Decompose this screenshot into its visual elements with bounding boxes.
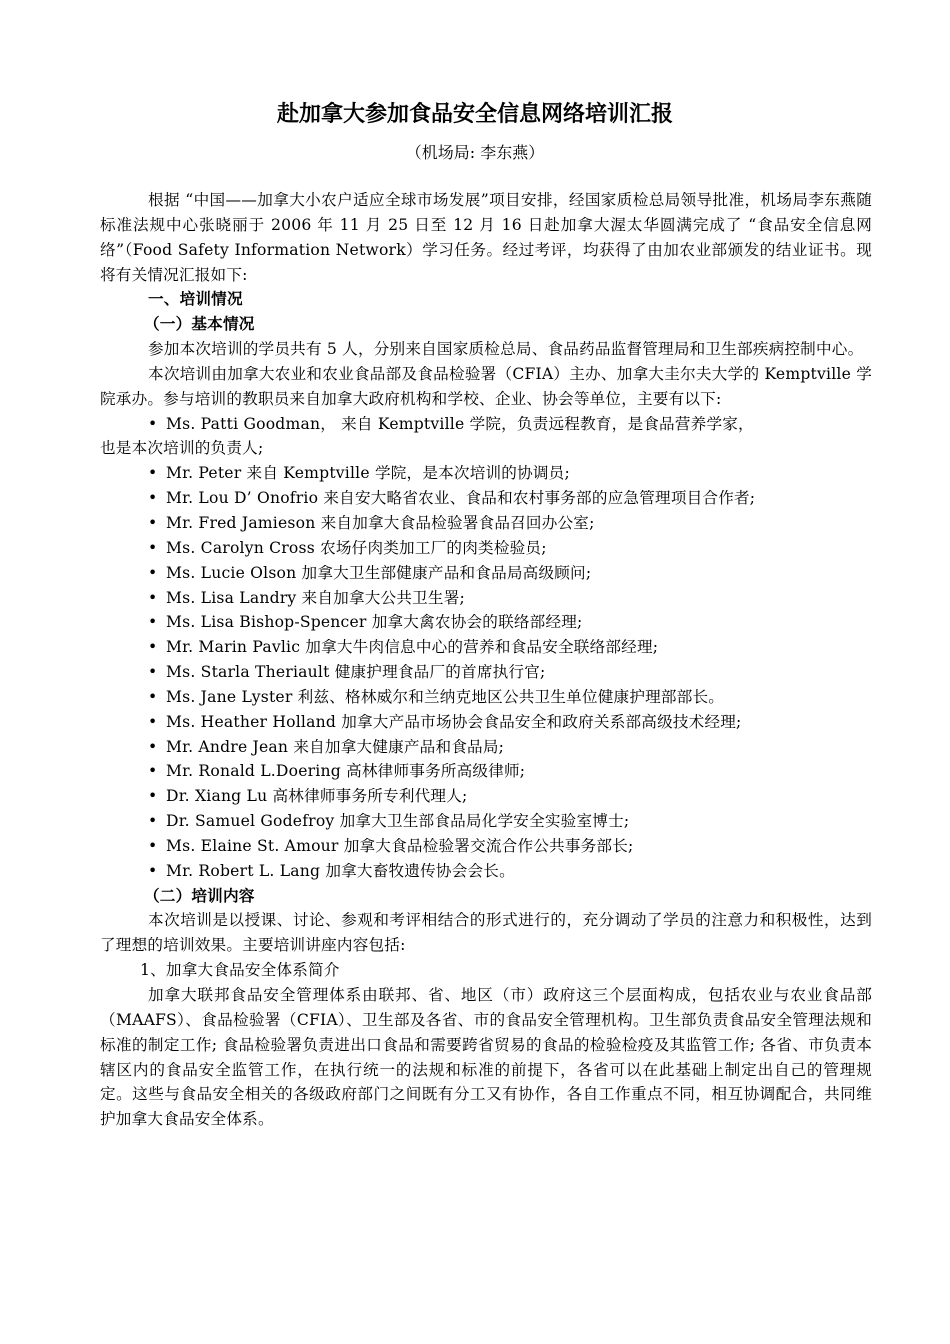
- bullet-icon: •: [148, 638, 158, 657]
- staff-item: • Mr. Marin Pavlic 加拿大牛肉信息中心的营养和食品安全联络部经理;: [100, 635, 872, 660]
- staff-item: • Mr. Robert L. Lang 加拿大畜牧遗传协会会长。: [100, 859, 872, 884]
- staff-list: [100, 412, 872, 884]
- staff-item: • Mr. Peter 来自 Kemptville 学院，是本次培训的协调员;: [100, 461, 872, 486]
- staff-item: • Ms. Heather Holland 加拿大产品市场协会食品安全和政府关系部高级技术经理;: [100, 710, 872, 735]
- document-title: 赴加拿大参加食品安全信息网络培训汇报: [276, 102, 673, 127]
- staff-item: • Mr. Andre Jean 来自加拿大健康产品和食品局;: [100, 735, 872, 760]
- staff-item: • Ms. Patti Goodman， 来自 Kemptville 学院，负责远程教育，是食品营养学家，: [100, 412, 872, 437]
- staff-item: • Ms. Starla Theriault 健康护理食品厂的首席执行官;: [100, 660, 872, 685]
- document-body: [100, 188, 872, 1132]
- document-subtitle: （机场局: 李东燕）: [405, 143, 545, 162]
- staff-item: • Ms. Carolyn Cross 农场仔肉类加工厂的肉类检验员;: [100, 536, 872, 561]
- organizer-paragraph: 本次培训由加拿大农业和农业食品部及食品检验署（CFIA）主办、加拿大圭尔夫大学的 Kemptville 学院承办。参与培训的教职员来自加拿大政府机构和学校、企业、协会等单位，主要有以下:: [100, 364, 872, 408]
- staff-item: • Dr. Samuel Godefroy 加拿大卫生部食品局化学安全实验室博士;: [100, 809, 872, 834]
- bullet-icon: •: [148, 787, 158, 806]
- bullet-icon: •: [148, 687, 158, 706]
- staff-item: • Dr. Xiang Lu 高林律师事务所专利代理人;: [100, 784, 872, 809]
- section-heading-1: 一、培训情况: [148, 290, 243, 309]
- bullet-icon: •: [148, 489, 158, 508]
- bullet-icon: •: [148, 513, 158, 532]
- staff-item: • Ms. Elaine St. Amour 加拿大食品检验署交流合作公共事务部长;: [100, 834, 872, 859]
- bullet-icon: •: [148, 563, 158, 582]
- staff-item: • Ms. Lisa Landry 来自加拿大公共卫生署;: [100, 586, 872, 611]
- staff-item: • Ms. Lucie Olson 加拿大卫生部健康产品和食品局高级顾问;: [100, 561, 872, 586]
- bullet-icon: •: [148, 861, 158, 880]
- bullet-icon: •: [148, 762, 158, 781]
- subsection-heading-basic: （一）基本情况: [144, 315, 255, 334]
- training-format-paragraph: 本次培训是以授课、讨论、参观和考评相结合的形式进行的，充分调动了学员的注意力和积极性，达到了理想的培训效果。主要培训讲座内容包括:: [100, 911, 872, 955]
- bullet-icon: •: [148, 538, 158, 557]
- lecture-item-heading: 1、加拿大食品安全体系简介: [140, 961, 340, 980]
- bullet-icon: •: [148, 464, 158, 483]
- bullet-icon: •: [148, 663, 158, 682]
- bullet-icon: •: [148, 836, 158, 855]
- bullet-icon: •: [148, 712, 158, 731]
- staff-item: • Mr. Fred Jamieson 来自加拿大食品检验署食品召回办公室;: [100, 511, 872, 536]
- staff-item: • Ms. Lisa Bishop-Spencer 加拿大禽农协会的联络部经理;: [100, 610, 872, 635]
- bullet-icon: •: [148, 588, 158, 607]
- bullet-icon: •: [148, 414, 158, 433]
- staff-item: • Ms. Jane Lyster 利兹、格林威尔和兰纳克地区公共卫生单位健康护理部部长。: [100, 685, 872, 710]
- participants-paragraph: 参加本次培训的学员共有 5 人，分别来自国家质检总局、食品药品监督管理局和卫生部疾病控制中心。: [148, 340, 864, 359]
- bullet-icon: •: [148, 737, 158, 756]
- staff-item-continuation: 也是本次培训的负责人;: [100, 439, 264, 458]
- intro-paragraph: 根据 “中国——加拿大小农户适应全球市场发展”项目安排，经国家质检总局领导批准，机场局李东燕随标准法规中心张晓丽于 2006 年 11 月 25 日至 12 月 16 日赴加拿大渥太华圆满完成了 “食品安全信息网络”（Food Safety Information Network）学习任务。经过考评，均获得了由加农业部颁发的结业证书。现将有关情况汇报如下:: [100, 191, 872, 284]
- staff-item: • Mr. Ronald L.Doering 高林律师事务所高级律师;: [100, 759, 872, 784]
- staff-item: • Mr. Lou D’ Onofrio 来自安大略省农业、食品和农村事务部的应急管理项目合作者;: [100, 486, 872, 511]
- bullet-icon: •: [148, 812, 158, 831]
- bullet-icon: •: [148, 613, 158, 632]
- subsection-heading-content: （二）培训内容: [144, 886, 255, 905]
- food-safety-system-paragraph: 加拿大联邦食品安全管理体系由联邦、省、地区（市）政府这三个层面构成，包括农业与农业食品部（MAAFS）、食品检验署（CFIA）、卫生部及各省、市的食品安全管理机构。卫生部负责食品安全管理法规和标准的制定工作; 食品检验署负责进出口食品和需要跨省贸易的食品的检验检疫及其监管工作; 各省、市负责本辖区内的食品安全监管工作，在执行统一的法规和标准的前提下，各省可以在此基础上制定出自己的管理规定。这些与食品安全相关的各级政府部门之间既有分工又有协作，各自工作重点不同，相互协调配合，共同维护加拿大食品安全体系。: [100, 986, 872, 1129]
